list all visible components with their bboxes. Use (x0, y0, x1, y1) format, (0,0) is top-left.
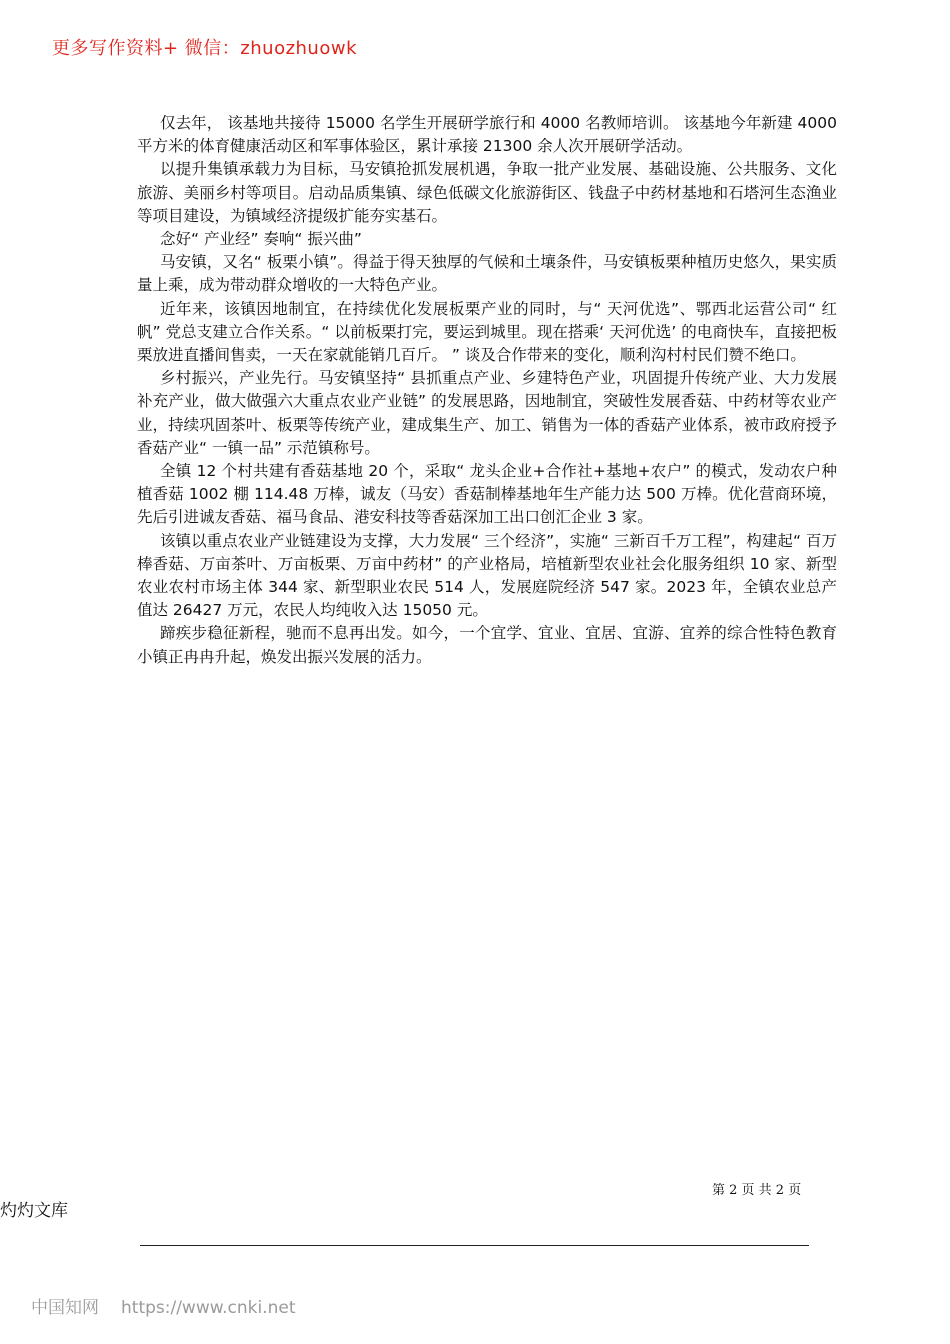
watermark-site-name: 中国知网 (31, 1298, 99, 1318)
section-heading: 念好“ 产业经” 奏响“ 振兴曲” (160, 230, 362, 249)
page-number: 第 2 页 共 2 页 (712, 1183, 802, 1198)
paragraph: 蹄疾步稳征新程，驰而不息再出发。如今，一个宜学、宜业、宜居、宜游、宜养的综合性特色教育小镇正冉冉升起，焕发出振兴发展的活力。 (137, 624, 837, 666)
paragraph: 该镇以重点农业产业链建设为支撑，大力发展“ 三个经济”，实施“ 三新百千万工程”，构建起“ 百万棒香菇、万亩茶叶、万亩板栗、万亩中药材” 的产业格局，培植新型农业社会化服务组织 10 家、新型农业农村市场主体 344 家、新型职业农民 514 人，发展庭院经济 547 家。2023 年，全镇农业总产值达 26427 万元，农民人均纯收入达 15050 元。 (137, 531, 837, 620)
paragraph: 仅去年， 该基地共接待 15000 名学生开展研学旅行和 4000 名教师培训。 该基地今年新建 4000 平方米的体育健康活动区和军事体验区，累计承接 21300 余人次开展研学活动。 (137, 114, 837, 156)
watermark-url: https://www.cnki.net (121, 1298, 296, 1318)
library-name: 灼灼文库 (0, 1201, 68, 1221)
paragraph: 乡村振兴，产业先行。马安镇坚持“ 县抓重点产业、乡建特色产业，巩固提升传统产业、大力发展补充产业，做大做强六大重点农业产业链” 的发展思路，因地制宜，突破性发展香菇、中药材等农业产业，持续巩固茶叶、板栗等传统产业，建成集生产、加工、销售为一体的香菇产业体系，被市政府授予香菇产业“ 一镇一品” 示范镇称号。 (137, 369, 837, 457)
paragraph: 以提升集镇承载力为目标，马安镇抢抓发展机遇，争取一批产业发展、基础设施、公共服务、文化旅游、美丽乡村等项目。启动品质集镇、绿色低碳文化旅游街区、钱盘子中药材基地和石塔河生态渔业等项目建设，为镇域经济提级扩能夯实基石。 (137, 160, 837, 225)
promo-banner: 更多写作资料+ 微信：zhuozhuowk (52, 38, 358, 59)
watermark (31, 1293, 295, 1318)
article-body (137, 112, 837, 669)
footer-divider (140, 1245, 809, 1246)
paragraph: 全镇 12 个村共建有香菇基地 20 个，采取“ 龙头企业+合作社+基地+农户” 的模式，发动农户种植香菇 1002 棚 114.48 万棒，诚友（马安）香菇制棒基地年生产能力达 500 万棒。优化营商环境，先后引进诚友香菇、福马食品、港安科技等香菇深加工出口创汇企业 3 家。 (137, 462, 837, 527)
paragraph: 马安镇，又名“ 板栗小镇”。得益于得天独厚的气候和土壤条件，马安镇板栗种植历史悠久，果实质量上乘，成为带动群众增收的一大特色产业。 (137, 253, 837, 295)
paragraph: 近年来，该镇因地制宜，在持续优化发展板栗产业的同时，与“ 天河优选”、鄂西北运营公司“ 红帆” 党总支建立合作关系。“ 以前板栗打完，要运到城里。现在搭乘‘ 天河优选’ 的电商快车，直接把板栗放进直播间售卖，一天在家就能销几百斤。 ” 谈及合作带来的变化，顺利沟村村民们赞不绝口。 (137, 299, 837, 365)
